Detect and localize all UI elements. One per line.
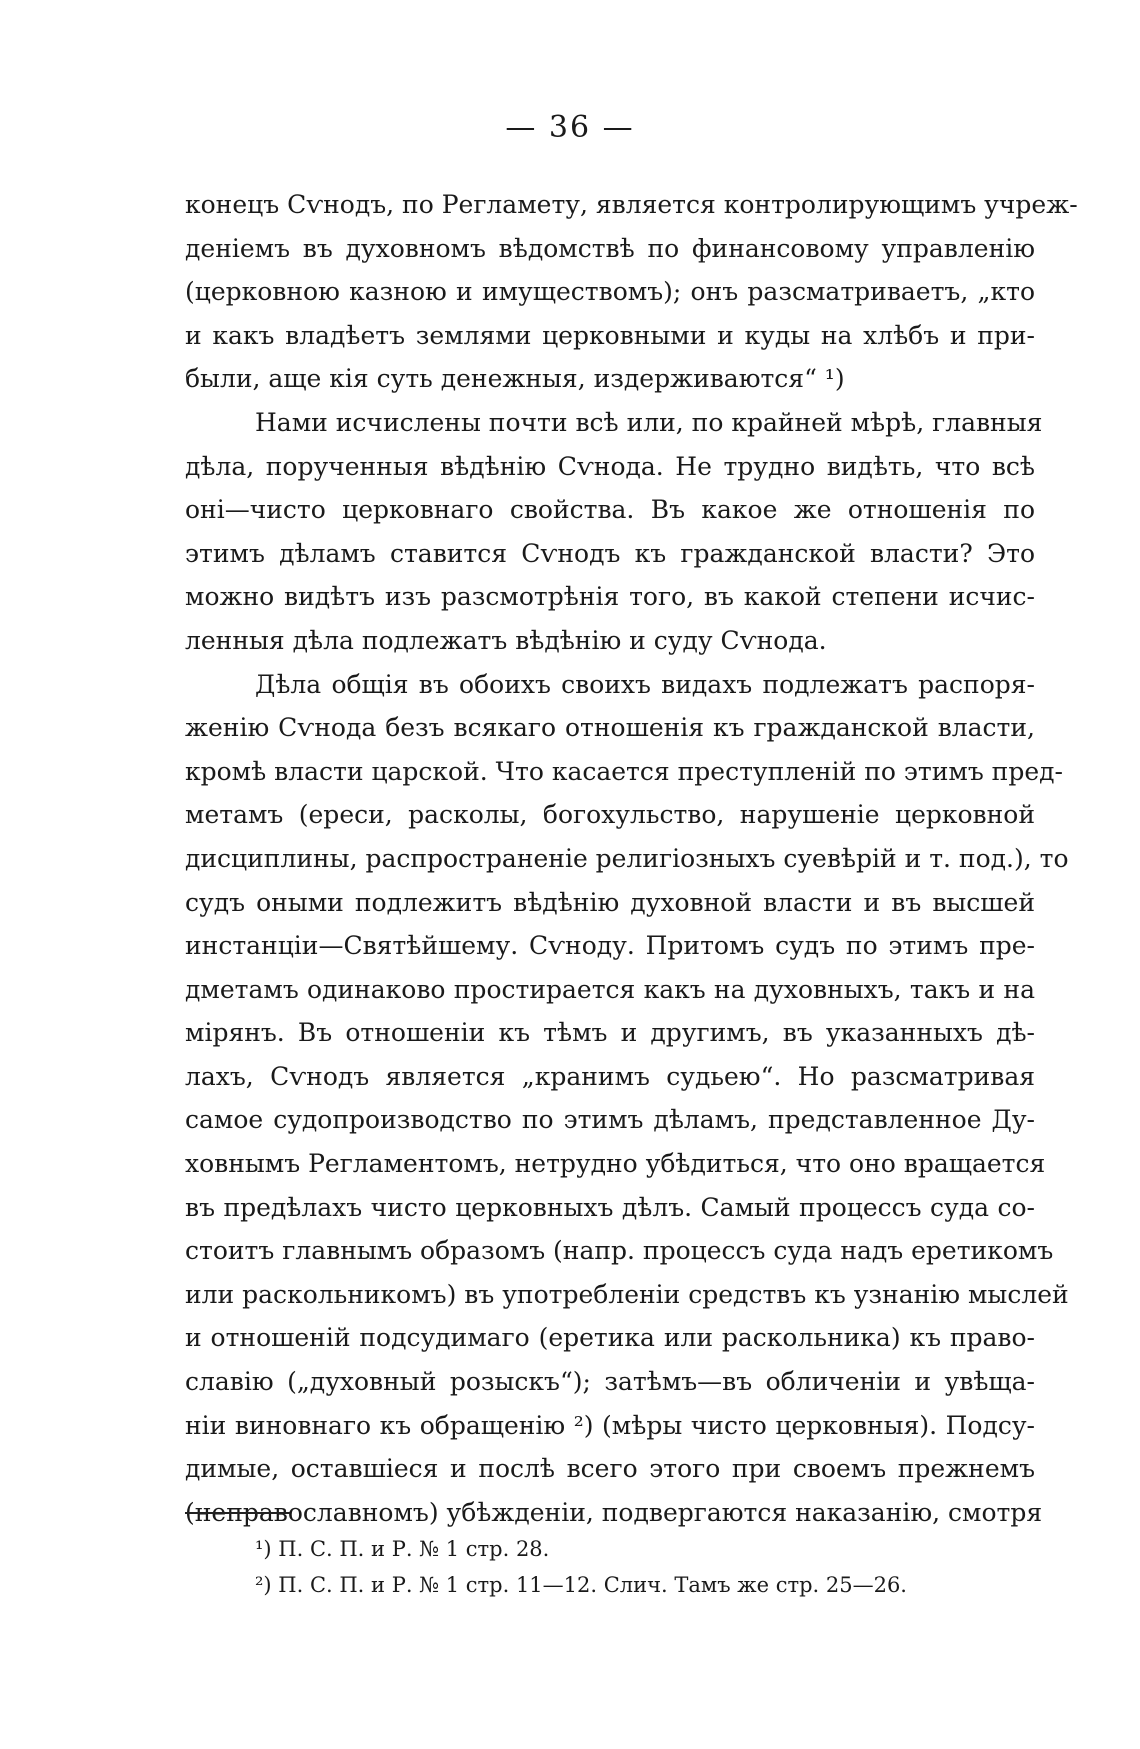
text-line: оні—чисто церковнаго свойства. Въ какое же отношенія по xyxy=(185,495,1035,525)
text-line: дѣла, порученныя вѣдѣнію Сѵнода. Не трудно видѣть, что всѣ xyxy=(185,451,1035,481)
footnote-2: ²) П. С. П. и Р. № 1 стр. 11—12. Слич. Тамъ же стр. 25—26. xyxy=(255,1573,907,1597)
text-line: были, аще кія суть денежныя, издерживаются“ ¹) xyxy=(185,364,845,394)
text-line: кромѣ власти царской. Что касается преступленій по этимъ пред- xyxy=(185,756,1063,786)
text-line: ховнымъ Регламентомъ, нетрудно убѣдиться, что оно вращается xyxy=(185,1149,1046,1179)
text-line: судъ оными подлежитъ вѣдѣнію духовной власти и въ высшей xyxy=(185,887,1035,917)
body-text xyxy=(185,183,1078,1534)
footnote-1: ¹) П. С. П. и Р. № 1 стр. 28. xyxy=(255,1537,550,1561)
paragraph-start-line: Дѣла общія въ обоихъ своихъ видахъ подлежатъ распоря- xyxy=(255,669,1035,699)
text-line: самое судопроизводство по этимъ дѣламъ, представленное Ду- xyxy=(185,1105,1035,1135)
text-line: (неправославномъ) убѣжденіи, подвергаются наказанію, смотря xyxy=(185,1497,1043,1527)
text-line: димые, оставшіеся и послѣ всего этого при своемъ прежнемъ xyxy=(185,1454,1035,1484)
text-line: конецъ Сѵнодъ, по Регламету, является контролирующимъ учреж- xyxy=(185,190,1078,219)
text-line: дметамъ одинаково простирается какъ на духовныхъ, такъ и на xyxy=(185,974,1035,1004)
text-line: метамъ (ереси, расколы, богохульство, нарушеніе церковной xyxy=(185,800,1035,830)
text-line: мірянъ. Въ отношеніи къ тѣмъ и другимъ, въ указанныхъ дѣ- xyxy=(185,1018,1035,1048)
footnote-divider xyxy=(185,1512,290,1514)
text-line: стоитъ главнымъ образомъ (напр. процессъ суда надъ еретикомъ xyxy=(185,1236,1054,1266)
text-line: можно видѣтъ изъ разсмотрѣнія того, въ какой степени исчис- xyxy=(185,582,1035,612)
text-line: славію („духовный розыскъ“); затѣмъ—въ обличеніи и увѣща- xyxy=(185,1367,1035,1397)
footnotes xyxy=(255,1531,1015,1603)
text-line: этимъ дѣламъ ставится Сѵнодъ къ гражданской власти? Это xyxy=(185,538,1035,568)
text-line: женію Сѵнода безъ всякаго отношенія къ гражданской власти, xyxy=(185,713,1035,743)
page-number: — 36 — xyxy=(505,110,635,145)
text-line: ленныя дѣла подлежатъ вѣдѣнію и суду Сѵнода. xyxy=(185,625,827,655)
text-line: деніемъ въ духовномъ вѣдомствѣ по финансовому управленію xyxy=(185,233,1035,263)
text-line: въ предѣлахъ чисто церковныхъ дѣлъ. Самый процессъ суда со- xyxy=(185,1192,1035,1222)
text-line: лахъ, Сѵнодъ является „кранимъ судьею“. Но разсматривая xyxy=(185,1061,1035,1091)
text-line: и отношеній подсудимаго (еретика или раскольника) къ право- xyxy=(185,1323,1035,1353)
paragraph-start-line: Нами исчислены почти всѣ или, по крайней мѣрѣ, главныя xyxy=(255,407,1043,437)
text-line: или раскольникомъ) въ употребленіи средствъ къ узнанію мыслей xyxy=(185,1279,1069,1309)
text-line: и какъ владѣетъ землями церковными и куды на хлѣбъ и при- xyxy=(185,320,1035,350)
text-line: инстанціи—Святѣйшему. Сѵноду. Притомъ судъ по этимъ пре- xyxy=(185,931,1035,961)
text-line: ніи виновнаго къ обращенію ²) (мѣры чисто церковныя). Подсу- xyxy=(185,1410,1035,1440)
text-line: (церковною казною и имуществомъ); онъ разсматриваетъ, „кто xyxy=(185,277,1035,307)
text-line: дисциплины, распространеніе религіозныхъ суевѣрій и т. под.), то xyxy=(185,843,1069,873)
